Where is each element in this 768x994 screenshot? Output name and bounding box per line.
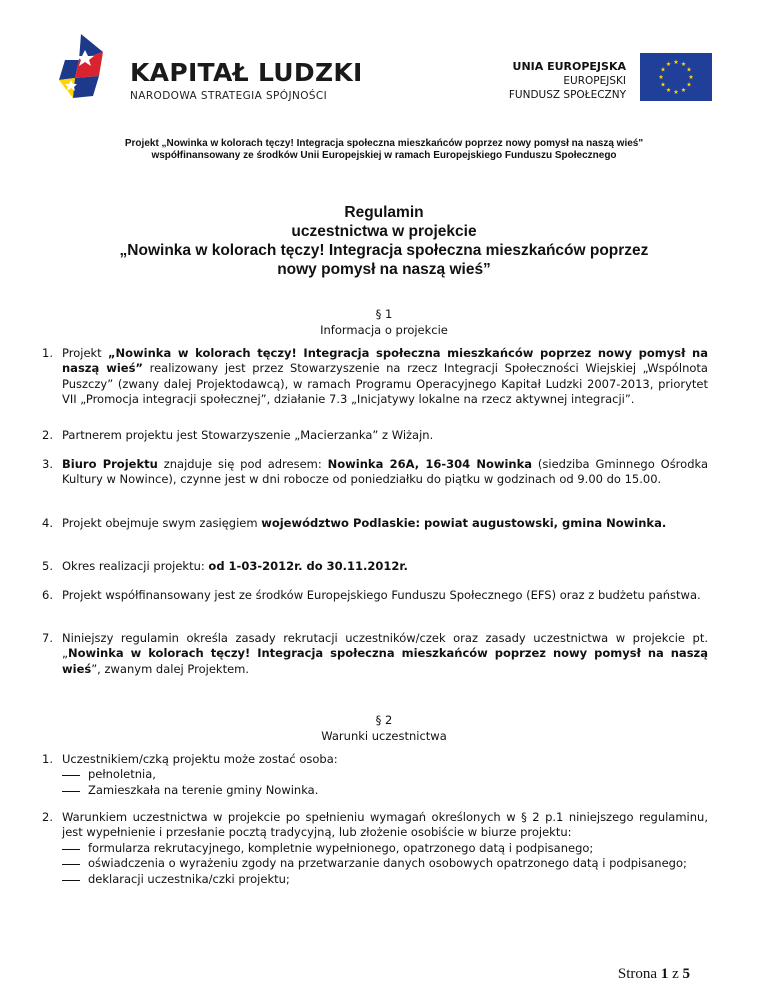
item-text: Projekt [62, 346, 108, 360]
project-name-bold: „Nowinka w kolorach tęczy! Integracja społeczna mieszkańców poprzez nowy pomysł na naszą wieś” [62, 346, 708, 376]
section-2-item-1 [42, 752, 708, 798]
section-1-item-7 [42, 631, 708, 677]
section-1-item-3 [42, 457, 709, 488]
item-text: (siedziba Gminnego Ośrodka Kultury w Nowince), czynne jest w dni robocze od poniedziałku do piątku w godzinach od 9.00 do 15.00. [62, 457, 709, 487]
section-1-item-5 [42, 559, 708, 574]
document-title [60, 203, 708, 279]
section-1-heading [0, 306, 768, 338]
eu-main-label: UNIA EUROPEJSKA [512, 60, 626, 73]
section-1-item-2 [42, 428, 708, 443]
office-address-bold: Nowinka 26A, 16-304 Nowinka [327, 457, 533, 471]
list-item: formularza rekrutacyjnego, kompletnie wypełnionego, opatrzonego datą i podpisanego; [62, 841, 708, 856]
item-text: Projekt współfinansowany jest ze środków Europejskiego Funduszu Społecznego (EFS) oraz z budżetu państwa. [62, 588, 701, 602]
eu-fund-label-2: FUNDUSZ SPOŁECZNY [508, 89, 626, 101]
item-text: Okres realizacji projektu: [62, 559, 209, 573]
section-1-item-6 [42, 588, 708, 603]
title-line-2: uczestnictwa w projekcie [291, 223, 477, 240]
office-label-bold: Biuro Projektu [62, 457, 158, 471]
item-text: Partnerem projektu jest Stowarzyszenie „Macierzanka” z Wiżajn. [62, 428, 434, 442]
item-text: znajduje się pod adresem: [157, 457, 328, 471]
item-number: 6. [42, 588, 53, 602]
eu-fund-label-1: EUROPEJSKI [563, 75, 626, 87]
item-text: Uczestnikiem/czką projektu może zostać osoba: [62, 752, 338, 766]
eu-flag-icon [640, 53, 712, 101]
list-item: pełnoletnia, [62, 767, 708, 782]
item-text: Projekt obejmuje swym zasięgiem [62, 516, 262, 530]
eu-fund-label [509, 60, 626, 102]
section-2-symbol: § 2 [375, 713, 393, 727]
item-number: 1. [42, 346, 53, 360]
item-text: Niniejszy regulamin określa zasady rekrutacji uczestników/czek oraz zasady uczestnictwa w projekcie pt. „ [62, 631, 708, 661]
required-documents-list [62, 841, 708, 887]
kapital-ludzki-subtitle: NARODOWA STRATEGIA SPÓJNOŚCI [130, 90, 328, 102]
section-2-heading [0, 712, 768, 744]
current-page: 1 [660, 966, 669, 982]
project-note-line-2: współfinansowany ze środków Unii Europejskiej w ramach Europejskiego Funduszu Społecznego [151, 150, 617, 161]
total-pages: 5 [682, 966, 690, 982]
section-1-title: Informacja o projekcie [320, 323, 448, 337]
title-line-1: Regulamin [344, 204, 424, 221]
item-number: 1. [42, 752, 53, 766]
eligibility-list [62, 767, 708, 798]
item-number: 5. [42, 559, 53, 573]
item-text: ”, zwanym dalej Projektem. [91, 661, 250, 676]
section-2-title: Warunki uczestnictwa [321, 729, 447, 743]
item-text: Warunkiem uczestnictwa w projekcie po spełnieniu wymagań określonych w § 2 p.1 niniejszego regulaminu, jest wypełnienie i przesłanie pocztą tradycyjną, lub złożenie osobiście w biurze projektu: [62, 810, 708, 840]
item-text: realizowany jest przez Stowarzyszenie na rzecz Integracji Społeczności Wiejskiej „Wspólnota Puszczy” (zwany dalej Projektodawcą), w ramach Programu Operacyjnego Kapitał Ludzki 2007-2013, priorytet VII „Promocja integracji społecznej”, działanie 7.3 „Inicjatywy lokalne na rzecz aktywnej integracji”. [62, 361, 708, 407]
item-number: 2. [42, 810, 53, 824]
section-1-symbol: § 1 [375, 307, 393, 321]
page-number [618, 966, 690, 983]
section-2-item-2 [42, 810, 708, 887]
kapital-ludzki-title: KAPITAŁ LUDZKI [130, 58, 363, 87]
list-item: Zamieszkała na terenie gminy Nowinka. [62, 783, 708, 798]
project-name-bold: Nowinka w kolorach tęczy! Integracja społeczna mieszkańców poprzez nowy pomysł na naszą wieś [62, 646, 708, 676]
section-1-item-4 [42, 516, 708, 531]
item-number: 4. [42, 516, 53, 530]
item-number: 3. [42, 457, 53, 471]
kapital-ludzki-logo [55, 30, 363, 105]
project-period-bold: od 1-03-2012r. do 30.11.2012r. [208, 559, 408, 573]
item-number: 2. [42, 428, 53, 442]
title-line-3: „Nowinka w kolorach tęczy! Integracja społeczna mieszkańców poprzez [119, 242, 649, 259]
section-1-item-1 [42, 346, 708, 408]
item-number: 7. [42, 631, 53, 645]
page-of-label: z [672, 966, 679, 982]
project-area-bold: województwo Podlaskie: powiat augustowski, gmina Nowinka. [261, 516, 667, 530]
kapital-ludzki-emblem-icon [55, 30, 127, 102]
list-item: oświadczenia o wyrażeniu zgody na przetwarzanie danych osobowych opatrzonego datą i podpisanego; [62, 856, 708, 871]
project-note-line-1: Projekt „Nowinka w kolorach tęczy! Integracja społeczna mieszkańców poprzez nowy pomysł na naszą wieś" [124, 138, 644, 149]
title-line-4: nowy pomysł na naszą wieś” [277, 261, 491, 278]
page-label: Strona [617, 966, 658, 982]
list-item: deklaracji uczestnika/czki projektu; [62, 872, 708, 887]
project-funding-note [40, 138, 728, 162]
